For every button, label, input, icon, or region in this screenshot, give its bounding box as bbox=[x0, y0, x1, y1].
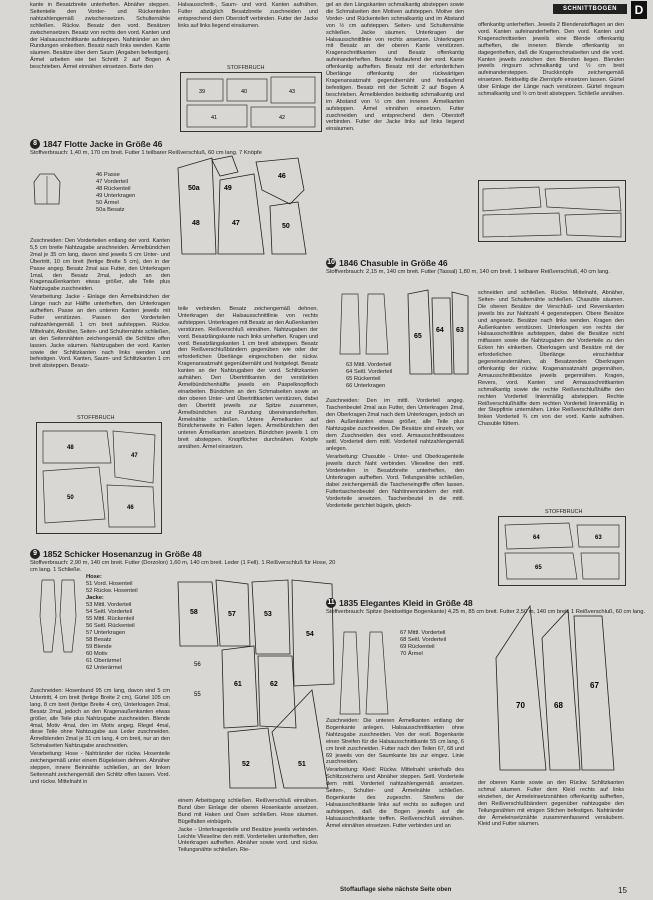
svg-text:46: 46 bbox=[278, 173, 286, 180]
svg-text:63: 63 bbox=[595, 535, 602, 541]
dress-illustration bbox=[334, 628, 394, 718]
layout-shapes bbox=[181, 73, 321, 131]
section-10-heading bbox=[326, 258, 646, 268]
section-8-number: 8 bbox=[30, 139, 40, 149]
legend-item: 57 Unterkragen bbox=[86, 630, 126, 636]
section-8-legend bbox=[96, 172, 166, 214]
page-number: 15 bbox=[618, 886, 627, 895]
svg-text:51: 51 bbox=[298, 761, 306, 768]
cutting-layout-col2 bbox=[180, 65, 322, 132]
section-9-heading bbox=[30, 549, 340, 559]
section-9-title: 1852 Schicker Hosenanzug in Größe 48 bbox=[43, 549, 202, 559]
legend-item: 66 Unterkragen bbox=[346, 383, 386, 389]
section-10-legend bbox=[346, 362, 456, 390]
legend-item: 61 Oberärmel bbox=[86, 658, 121, 664]
legend-item: 51 Vord. Hosenteil bbox=[86, 581, 133, 587]
column-1 bbox=[30, 2, 170, 72]
svg-text:50: 50 bbox=[67, 495, 74, 501]
svg-text:49: 49 bbox=[224, 185, 232, 192]
column-4-mid bbox=[478, 290, 624, 429]
svg-text:63: 63 bbox=[456, 327, 464, 334]
column-3-top bbox=[326, 2, 464, 134]
section-8-heading bbox=[30, 139, 340, 149]
section-label: SCHNITTBOGEN bbox=[553, 4, 627, 14]
suit-illustration bbox=[32, 576, 82, 654]
legend-item: 56 Seitl. Rückenteil bbox=[86, 623, 135, 629]
section-10-fabric: Stoffverbrauch: 2,15 m, 140 cm breit. Futter (Tassal) 1,80 m, 140 cm breit. 1 teilbarer Reißverschluß, 40 cm lang. bbox=[326, 269, 610, 275]
section-9-fabric: Stoffverbrauch: 2,90 m, 140 cm breit. Futter (Dorzolon) 1,60 m, 140 cm breit. Leder (1 Fell). 1 Reißverschluß für Hose, 20 cm lang. 1 Schließe. bbox=[30, 560, 336, 573]
footer-note: Stoffauflage siehe nächste Seite oben bbox=[340, 886, 452, 893]
svg-text:68: 68 bbox=[554, 701, 563, 710]
section-9-body bbox=[30, 688, 170, 787]
legend-item: 58 Besatz bbox=[86, 637, 112, 643]
svg-text:53: 53 bbox=[264, 611, 272, 618]
legend-item: 59 Blende bbox=[86, 644, 112, 650]
legend-item: 49 Unterkragen bbox=[96, 193, 136, 199]
section-9-number: 9 bbox=[30, 549, 40, 559]
section-10-work: Verarbeitung: Chasuble - Unter- und Oberkragenteile jeweils durch Naht verbinden. Vlieseline den mittl. Vorderteilen in Besatzbreite unterheften, den Unterkragen aufheften. Vord. Teilungsnähte schließen, dabei zeichengemäß die Tascheneingriffe offen lassen. Futtertaschenbeutel den Nahtinnenrändern der mittl. Vorderteile ansetzen. Taschenbeutel in die mittl. Vorderteile gerichtet bügeln, gleich- bbox=[326, 454, 464, 509]
legend-item: 68 Seitl. Vorderteil bbox=[400, 637, 447, 643]
section-10-number: 10 bbox=[327, 259, 335, 266]
legend-item: 50a Besatz bbox=[96, 207, 125, 213]
svg-text:70: 70 bbox=[516, 701, 525, 710]
legend-item: 64 Seitl. Vorderteil bbox=[346, 369, 393, 375]
legend-item: 48 Rückenteil bbox=[96, 186, 131, 192]
legend-item: 62 Unterärmel bbox=[86, 665, 123, 671]
svg-text:58: 58 bbox=[190, 609, 198, 616]
col4-bottom-text: der oberen Kante sowie an den Rückw. Schlitzkanten schmal säumen. Futter dem Kleid rechts auf links einziehen, der Armeleinsetzsnähten offenkantig aufheften, den Reißverschlußbändern gegenüber nahtzugabe den Teilungsnähten mit einigen Stichen befestigen. Nahtränder der Ärmeleinsetznähte zusammenfassend versäubern. Kleid und Futter säumen. bbox=[478, 780, 624, 828]
column-2-bottom bbox=[178, 798, 318, 855]
svg-text:61: 61 bbox=[234, 681, 242, 688]
legend-item: 52 Rückw. Hosenteil bbox=[86, 588, 138, 594]
svg-text:42: 42 bbox=[279, 115, 286, 121]
section-11-title: 1835 Elegantes Kleid in Größe 48 bbox=[339, 598, 473, 608]
legend-item: 69 Rückenteil bbox=[400, 644, 435, 650]
chasuble-illustration bbox=[334, 290, 394, 358]
svg-text:47: 47 bbox=[232, 220, 240, 227]
section-11-work: Verarbeitung: Kleid: Rückw. Mittelnaht unterhalb des Schlitzzeichens und Abnäher steppen. Seitl. Vorderteile dem mittl. Vorderteil nahtzahlengemäß ansetzen. Seiten-, Schulter- und Ärmelnähte schließen. Bogenkante des zugeschn. Streifens der Halsausschnittkante links auf rechts so auflegen und aufsteppen, daß die Bogen jeweils auf die Halsausschnittkante treffen. Reißverschluß einnähen. Ärmel einnähen einsetzen. Futter verbinden und an bbox=[326, 767, 464, 829]
svg-text:40: 40 bbox=[241, 89, 248, 95]
col2-top-text: Halsausschnitt-, Saum- und vord. Kanten aufnähen. Futter abzüglich Besatzbreite zuschneiden und entsprechend dem Oberstoff verbinden. Futter der Jacke links auf links liegend einsäumen. bbox=[178, 2, 318, 29]
section-11-body bbox=[326, 718, 464, 831]
hose-label: Hose: bbox=[86, 574, 102, 580]
legend-item: 55 Mittl. Rückenteil bbox=[86, 616, 134, 622]
col2-mid-text: teile verbinden. Besatz zeichengemäß dehnen. Unterkragen der Halsausschnittlinie von rechts aufsteppen. Unterkragen mit Besatz an den Außenkanten verstürzen. Reißverschluß einnähen. Nahtzugaben der vord. Besatzlängskante nach links umheften. Kragen und vord. Besatzlängskanten 1 cm breit absteppen. Besatz den Reißverschlußbändern gegenüben wie oder der erforderlichen Überlänge eingeschoben der rückw. Kragenansatznaht gegenübernäht und festgelegt. Besatz kanten an der Nahtzugaben der vord. Schlitzkanten aufnähen. Den Übertrittkanten der verstärkten Ärmelbündchenhälfte jeweils ein Paspelknopfloch einarbeiten. Bündchen an den Schmalseiten sowie an den oberen Unter- und Übertrittkanten verstürzen, dabei den Übertritt jeweils zur Spitze zusammen, Ärmelbündchen zur Rundung übereinanderheften. Ärmelnähte schließen. Untere Ärmelkanten auf Bündchenweite in Falten legen. Ärmelbündchen den unteren Ärmelkanten ansetzen. Bündchen jeweils 1 cm breit absteppen. Knopflöcher durchnähen. Knöpfe annähen. Ärmel einsetzen. bbox=[178, 306, 318, 451]
svg-text:65: 65 bbox=[414, 333, 422, 340]
jacket-illustration bbox=[32, 172, 62, 206]
section-letter: D bbox=[631, 1, 647, 19]
svg-text:56: 56 bbox=[194, 662, 201, 668]
section-tag bbox=[560, 0, 653, 22]
legend-item: 70 Ärmel bbox=[400, 651, 423, 657]
column-2-top bbox=[178, 2, 318, 31]
fold-label: STOFFBRUCH bbox=[227, 65, 265, 71]
svg-text:48: 48 bbox=[67, 445, 74, 451]
section-8-title: 1847 Flotte Jacke in Größe 46 bbox=[43, 139, 163, 149]
col4-mid-text: schneiden und schließen. Rückw. Mittelnaht, Abnäher, Seiten- und Schulternähte schließen. Chasuble säumen. Die oberen Besätze der Verschluß- und Reverskanten jeweils bis zur Nahtzahl 4 gegensteppen. Obere Besätze und angesetz. Besätze nach links wenden. Kragen den Außenkanten verstürzen. Unterkragen von rechts der Halsausschnittlinie aufsteppen, dabei die Besätze nicht mitfassen sowie die Nahtzugaben der Vorderteile zu den Ecken hin einkerben. Oberkragen und Besätze mit der erforderlichen Überlänge einschiebbar gegeneinandernähen, ab Besatzenden Oberkragen offenkantig der rückw. Kragenansatznaht gegennähen, Armausschnittbesätze jeweils gegennähen. Kragen, Revers, vord. Kanten und Armausschnittkanten schmalkantig sowie die rechte Reißverschlußhälfte den rechten Vorderteil linienmäßig absteppen. Rechte Reißverschlußhälfte dem rechten Vorderteil linienmäßig in der Steppfinie unternähen. Linke Reißverschlußhälfte dem linken Vorderteil ¾ cm von der vord. Kante aufnähen. Chasuble füttern. bbox=[478, 290, 624, 428]
fold-label: STOFFBRUCH bbox=[545, 509, 583, 515]
column-4-bottom bbox=[478, 780, 624, 829]
svg-text:62: 62 bbox=[270, 681, 278, 688]
svg-text:64: 64 bbox=[436, 327, 444, 334]
section-11-fabric: Stoffverbrauch: Spitze (beidseitige Bogenkante) 4,25 m, 85 cm breit. Futter 2,50 m, 140 cm breit. 1 Reißverschluß, 60 cm lang. bbox=[326, 609, 646, 615]
col1-intro: kante in Besatzbreite unterheften. Abnäher steppen. Seitenteile den Vorder- und Rückenteilen nahtzahlengemäß zwischensetzen. Schulternähte schließen. Rückw. Besatz den vord. Besätzen zwischensetzen. Besatz von rechts den vord. Kanten und der Halsausschnittkante aufsteppen. Nahtränder an den Rundungen einkerben. Besatz nach links wenden. Kante säumen. Besätze über dem Saum (Angaben befestigen). Ärmel arbeiten wie bei Schnitt 2 auf Bogen A beschrieben. Ärmel einnähen einsetzen. Borte den bbox=[30, 2, 170, 71]
section-11-number: 11 bbox=[327, 599, 335, 606]
section-8-cutting: Zuschneiden: Den Vorderteilen entlang der vord. Kanten 5,5 cm breite Nahtzugabe anschneiden. Ärmelbündchen 2mal je 35 cm lang, davon sind jeweils 5 cm Unter- und Übertritt, 10 cm breit (fertige Breite 5 cm), den in der Passe angeg. Besatz 2mal aus Futter, den Unterkragen 1mal, den Besatz 2mal, jedoch an den Kragenaußenkanten etwas größer, alle Teile plus Nahtzugabe zuschneiden. bbox=[30, 238, 170, 293]
legend-item: 46 Passe bbox=[96, 172, 120, 178]
section-8-fabric: Stoffverbrauch: 1,40 m, 170 cm breit. Futter 1 teilbarer Reißverschluß, 60 cm lang. 7 Knöpfe bbox=[30, 150, 262, 156]
column-2-mid bbox=[178, 306, 318, 452]
section-10-title: 1846 Chasuble in Größe 46 bbox=[339, 258, 448, 268]
svg-text:48: 48 bbox=[192, 220, 200, 227]
legend-item: 53 Mittl. Vorderteil bbox=[86, 602, 132, 608]
column-4-top bbox=[478, 22, 624, 99]
pattern-diagram-51-62 bbox=[172, 576, 340, 791]
svg-text:43: 43 bbox=[289, 89, 296, 95]
col2-bottom-text: einem Arbeitsgang schließen. Reißverschluß einnähen. Bund über Einlage der oberen Hosenkante ansetzen. Bund mit Haken und Ösen schließen. Hose säumen. Bügelfalten einbügeln. bbox=[178, 798, 318, 825]
svg-text:50: 50 bbox=[282, 223, 290, 230]
section-10-cutting: Zuschneiden: Den im mittl. Vorderteil angeg. Taschenbeutel 2mal aus Futter, den Unterkragen 2mal, den Oberkragen 2mal nach dem Unterkragen, jedoch an den Außenkanten etwas größer, alle Teile plus Nahtzugabe zuschneiden. Die Besätze sind einzeln, vor dem Zuschneiden des vord. Armausschnittbesatzes seitl. Vorderteil dem mittl. Vorderteil nahtzahlengemäß anlegen. bbox=[326, 398, 464, 453]
svg-text:57: 57 bbox=[228, 611, 236, 618]
section-11-legend bbox=[400, 630, 480, 658]
col4-top-text: offenkantig unterheften. Jeweils 2 Blendenstoffiagen an den vord. Kanten aufeinanderheften. Den vord. Kanten und Kragenschnittseiten jeweils eine Blende offenkantig aufheften, die inneren Blende offenkantig so dagegenheften, daß die Kragenschmalseiten und die vord. Kanten jeweils zwischen den Blenden liegen. Blenden jeweils ringsum schmalkantig und ½ cm breit aufeinandersteppen. Druckknöpfe zeichengemäß einsetzen. Beidseitig die Ziernöpfe einsetzen lassen. Gürtel über Einlage der Länge nach verstürzen. Gürtel ringsum schmalkantig und ½ cm breit absteppen. Schließe annähen. bbox=[478, 22, 624, 98]
section-9 bbox=[30, 547, 340, 576]
svg-text:67: 67 bbox=[590, 681, 599, 690]
section-10 bbox=[326, 256, 646, 278]
legend-item: 65 Rückenteil bbox=[346, 376, 381, 382]
cutting-layout-col4b bbox=[498, 509, 626, 586]
svg-text:54: 54 bbox=[306, 631, 314, 638]
svg-text:47: 47 bbox=[131, 453, 138, 459]
svg-text:65: 65 bbox=[535, 565, 542, 571]
layout-shapes bbox=[479, 181, 625, 241]
svg-text:55: 55 bbox=[194, 692, 201, 698]
legend-item: 47 Vorderteil bbox=[96, 179, 128, 185]
cutting-layout-8 bbox=[36, 415, 162, 534]
svg-text:39: 39 bbox=[199, 89, 206, 95]
section-9-cutting: Zuschneiden: Hosenbund 95 cm lang, davon sind 5 cm Untertritt, 4 cm breit (fertige Breite 2 cm), Gürtel 105 cm lang, 8 cm breit (fertige Breite 4 cm), Unterkragen 2mal, Besatz 2mal, jedoch an den Kragenaußenkanten etwas größer, alle Teile plus Nahtzugabe zuschneiden. Blende 4mal, Motiv 4mal, den im Motiv angeg. Riegel 4mal, diese Teile ohne Nahtzugabe aus Leder zuschneiden. Ärmelblenden 2mal je 31 cm lang, 4 cm breit, nur an den Schmalseiten Nahtzugabe anschneiden. bbox=[30, 688, 170, 750]
section-10-body bbox=[326, 398, 464, 511]
pattern-diagram-67-70 bbox=[490, 598, 630, 776]
svg-text:41: 41 bbox=[211, 115, 218, 121]
section-8-body bbox=[30, 238, 170, 371]
legend-item: 54 Seitl. Vorderteil bbox=[86, 609, 133, 615]
legend-item: 50 Ärmel bbox=[96, 200, 119, 206]
pattern-diagram-46-50 bbox=[172, 150, 310, 260]
col2-bottom2-text: Jacke - Unterkragenteile und Besätze jeweils verbinden. Leichte Vlieseline den mittl. Vorderteilen unterheften, den Unterkragen aufheften. Abnäher sowie vord. und rückw. Teilungsnähte schließen. Rie- bbox=[178, 826, 318, 854]
legend-item: 60 Motiv bbox=[86, 651, 108, 657]
fold-label: STOFFBRUCH bbox=[77, 415, 115, 421]
svg-text:64: 64 bbox=[533, 535, 540, 541]
section-8-work: Verarbeitung: Jacke - Einlage den Ärmelbündchen der Länge nach zur Hälfte unterheften, den Unterkragen aufheften. Passe an den unteren Kanten jeweils mit Futter verstürzen. Passen den Vorderteilen nahtzahlengemäß 1 cm breit aufsteppen. Rückw. Mittelnaht, Abnäher, Seiten- und Schulternähte schließen, an den Seitennähten zeichengemäß die Schlitze offen lassen. Jacke säumen. Nahtzugaben der vord. Kanten sowie der Schlitzkanten nach links wenden und befestigen. Vord. Kanten, Saum- und Schlitzkanten 1 cm breit absteppen. Besatz- bbox=[30, 294, 170, 370]
legend-item: 63 Mittl. Vorderteil bbox=[346, 362, 392, 368]
col3-top-text: gel an den Längskanten schmalkantig absteppen sowie die Schmalseiten den Motiven aufsteppen. Motive den Vorder- und Rückenteilen schmalkantig und im Abstand von ½ cm aufsteppen. Seiten- und Schulternähte schließen. Jacke säumen. Unterkragen der Halsausschnittlinie von rechts ansetzen. Unterkragen mit Besatz an der oberen Kante verstürzen. Kragenschnittkanten und Besatz offenkantig aufeinanderheften. Besatz festlaufend der vord. Kante offenkantig aufheften. Besatz mit der erforderlichen Überlänge offenkantig der rückwärtigen Kragenansatznaht gegenübernäht und festlaufend befestigen. Besatz mit der Schnitt 2 auf Bogen A beschrieben. Ärmelblenden beidseitig schmalkantig und im Abstand von ½ cm den inneren Ärmelkanten aufsteppen. Ärmel einnähen einsetzen. Futter zuschneiden und entsprechend dem Oberstoff verbinden. Futter der Jacke links auf links liegend einsäumen. bbox=[326, 2, 464, 133]
layout-shapes bbox=[499, 517, 625, 585]
section-9-legend bbox=[86, 574, 166, 672]
jacke-label: Jacke: bbox=[86, 595, 104, 601]
svg-text:52: 52 bbox=[242, 761, 250, 768]
cutting-layout-col4a bbox=[478, 180, 626, 242]
section-11-cutting: Zuschneiden: Die unteren Ärmelkanten entlang der Bogenkante anlegen. Halsausschnittkanten ohne Nahtzugabe zuschneiden. Von der restl. Bogenkante einen Streifen für die Halsausschnittkante 55 cm lang, 6 cm breit zuschneiden. Futter nach den Teilen 67, 68 und 69 jeweils von der Saumkante bis zur eingez. Linie zuschneiden. bbox=[326, 718, 464, 766]
svg-text:50a: 50a bbox=[188, 185, 200, 192]
section-9-work: Verarbeitung: Hose - Nahtränder der rückw. Hosenteile zeichengemäß unter einem Bügeleisen dehnen. Abnäher steppen, innere Beinnähte schließen, an der linken Seitennaht zeichengemäß den Schlitz offen lassen. Vord. und rückw. Mittelnaht in bbox=[30, 751, 170, 785]
layout-shapes bbox=[37, 423, 161, 533]
svg-text:46: 46 bbox=[127, 505, 134, 511]
legend-item: 67 Mittl. Vorderteil bbox=[400, 630, 446, 636]
